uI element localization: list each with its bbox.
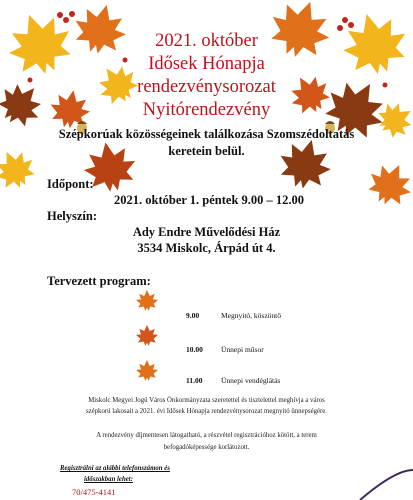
info-paragraph-2-line-2: befogadóképessége korlátozott. [163, 444, 250, 451]
maple-leaf-icon [136, 290, 158, 311]
registration-line-1: Regisztrálni az alábbi telefonszámon és [60, 465, 170, 472]
maple-leaf-icon [362, 156, 413, 212]
info-paragraph-1-line-2: szépkorú lakosait a 2021. évi Idősek Hónapja rendezvénysorozat megnyitó ünnepségére. [85, 408, 328, 415]
title-line-1: 2021. október [155, 31, 258, 51]
time-value: 2021. október 1. péntek 9.00 – 12.00 [114, 193, 305, 207]
program-item-time: 9.00 [186, 311, 200, 320]
maple-leaf-icon [136, 325, 158, 346]
registration-line-2: időszakban lehet: [84, 476, 133, 483]
maple-leaf-icon [136, 360, 158, 381]
program-item-label: Megnyitó, köszöntő [221, 311, 281, 320]
subtitle-line-2: keretein belül. [168, 144, 245, 158]
program-item-time: 11.00 [186, 376, 203, 385]
program-item-label: Ünnepi műsor [221, 345, 264, 354]
info-paragraph-1-line-1: Miskolc Megyei Jogú Város Önkormányzata szeretettel és tisztelettel meghívja a város [88, 397, 325, 404]
place-line-2: 3534 Miskolc, Árpád út 4. [137, 241, 276, 255]
place-line-1: Ady Endre Művelődési Ház [132, 225, 281, 239]
info-paragraph-2-line-1: A rendezvény díjmentesen látogatható, a részvétel regisztrációhoz kötött, a terem [96, 432, 317, 439]
decorative-arc [360, 470, 413, 500]
program-item-label: Ünnepi vendéglátás [221, 376, 281, 385]
time-label: Időpont: [47, 177, 94, 191]
program-item-time: 10.00 [186, 345, 203, 354]
registration-phone[interactable]: 70/475-4141 [72, 487, 116, 497]
title-line-2: Idősek Hónapja [148, 54, 265, 74]
program-heading: Tervezett program: [47, 274, 151, 288]
title-line-4: Nyitórendezvény [142, 100, 271, 120]
title-line-3: rendezvénysorozat [137, 77, 276, 97]
place-label: Helyszín: [47, 209, 97, 223]
subtitle-line-1: Szépkorúak közösségeinek találkozása Szomszédoltatás [58, 127, 355, 141]
